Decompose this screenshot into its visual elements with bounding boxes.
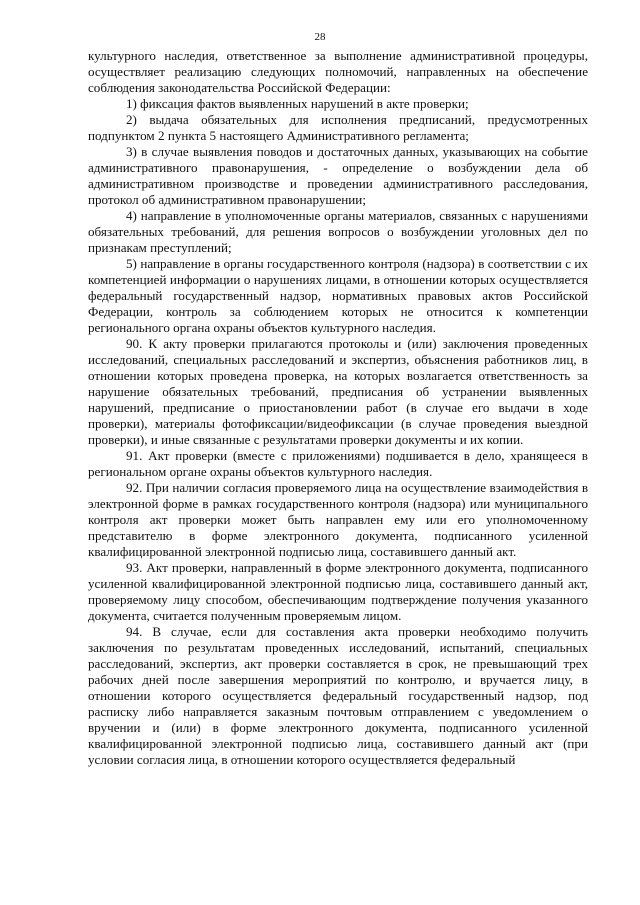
paragraph-92: 92. При наличии согласия проверяемого лица на осуществление взаимодействия в электронной форме в рамках государственного контроля (надзора) или муниципального контроля акт проверки может быть направлен ему или его уполномоченному представителю в форме электронного документа, подписанного усиленной квалифицированной электронной подписью лица, составившего данный акт. bbox=[88, 480, 588, 559]
paragraph-item-1: 1) фиксация фактов выявленных нарушений в акте проверки; bbox=[126, 96, 469, 111]
paragraph-item-4: 4) направление в уполномоченные органы материалов, связанных с нарушениями обязательных требований, для решения вопросов о возбуждении уголовных дел по признакам преступлений; bbox=[88, 208, 588, 255]
paragraph-continuation: культурного наследия, ответственное за выполнение административной процедуры, осуществляет реализацию следующих полномочий, направленных на обеспечение соблюдения законодательства Российской Федерации: bbox=[88, 48, 588, 95]
paragraph-94: 94. В случае, если для составления акта проверки необходимо получить заключения по результатам проведенных исследований, испытаний, специальных расследований, экспертиз, акт проверки составляется в срок, не превышающий трех рабочих дней после завершения мероприятий по контролю, и вручается лицу, в отношении которого осуществляется федеральный государственный надзор, под расписку либо направляется заказным почтовым отправлением с уведомлением о вручении и (или) в форме электронного документа, подписанного усиленной квалифицированной электронной подписью лица, составившего данный акт (при условии согласия лица, в отношении которого осуществляется федеральный bbox=[88, 624, 588, 767]
document-body bbox=[88, 48, 588, 768]
paragraph-item-2: 2) выдача обязательных для исполнения предписаний, предусмотренных подпунктом 2 пункта 5 настоящего Административного регламента; bbox=[88, 112, 588, 143]
page-number: 28 bbox=[314, 31, 326, 43]
paragraph-91: 91. Акт проверки (вместе с приложениями) подшивается в дело, хранящееся в региональном органе охраны объектов культурного наследия. bbox=[88, 448, 588, 479]
paragraph-93: 93. Акт проверки, направленный в форме электронного документа, подписанного усиленной квалифицированной электронной подписью лица, составившего данный акт, проверяемому лицу способом, обеспечивающим подтверждение получения указанного документа, считается полученным проверяемым лицом. bbox=[88, 560, 588, 623]
paragraph-item-5: 5) направление в органы государственного контроля (надзора) в соответствии с их компетенцией информации о нарушениях лицами, в отношении которых осуществляется федеральный государственный надзор, нормативных правовых актов Российской Федерации, контроль за соблюдением которых не относится к компетенции регионального органа охраны объектов культурного наследия. bbox=[88, 256, 588, 335]
paragraph-90: 90. К акту проверки прилагаются протоколы и (или) заключения проведенных исследований, специальных расследований и экспертиз, объяснения работников лиц, в отношении которых проведена проверка, на которых возлагается ответственность за нарушение обязательных требований, предписания об устранении выявленных нарушений, предписание о приостановлении работ (в случае его выдачи в ходе проверки), материалы фотофиксации/видеофиксации (в случае проведения выездной проверки), и иные связанные с результатами проверки документы и их копии. bbox=[88, 336, 588, 447]
paragraph-item-3: 3) в случае выявления поводов и достаточных данных, указывающих на событие административного правонарушения, - определение о возбуждении дела об административном производстве и проведении административного расследования, протокол об административном правонарушении; bbox=[88, 144, 588, 207]
